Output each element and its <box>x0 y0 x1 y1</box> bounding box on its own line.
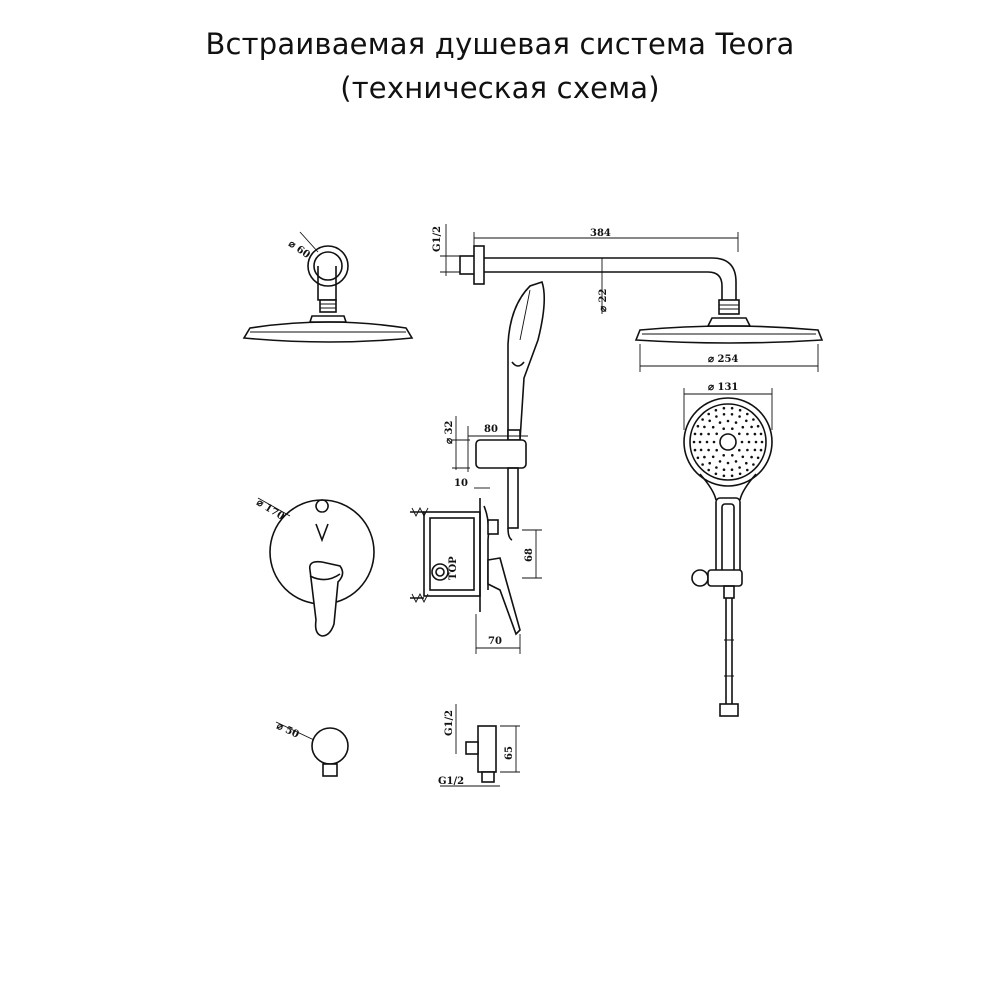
nozzle-dot <box>700 433 703 436</box>
nozzle-dot <box>727 462 730 465</box>
nozzle-dot <box>699 441 702 444</box>
nozzle-dot <box>701 418 704 421</box>
nozzle-dot <box>713 441 716 444</box>
plate-diameter-label: ⌀ 170 <box>254 497 287 523</box>
mixer-body-side <box>410 478 542 654</box>
nozzle-dot <box>708 420 711 423</box>
nozzle-dot <box>712 426 715 429</box>
nozzle-dot <box>700 449 703 452</box>
nozzle-dot <box>739 409 742 412</box>
box-orientation-label: TOP <box>448 556 459 580</box>
nozzle-dot <box>727 420 730 423</box>
nozzle-dot <box>750 426 753 429</box>
wall-outlet-side <box>438 704 520 787</box>
nozzle-dot <box>746 433 749 436</box>
diagram-title: Встраиваемая душевая система Teora <box>205 27 795 61</box>
outlet-diameter-label: ⌀ 50 <box>274 720 301 741</box>
head-side-diameter-label: ⌀ 60 <box>286 238 312 261</box>
nozzle-dot <box>707 449 710 452</box>
nozzle-dot <box>745 420 748 423</box>
nozzle-dot <box>745 462 748 465</box>
nozzle-dot <box>701 463 704 466</box>
nozzle-dot <box>722 427 725 430</box>
wall-outlet-front <box>275 721 348 776</box>
nozzle-dot <box>703 426 706 429</box>
nozzle-dot <box>748 441 751 444</box>
shower-arm-assembly <box>432 224 822 372</box>
nozzle-dot <box>694 433 697 436</box>
holder-offset-label: 80 <box>484 424 498 435</box>
nozzle-dot <box>712 456 715 459</box>
plate-depth-label: 10 <box>454 478 468 489</box>
nozzle-dot <box>723 413 726 416</box>
arm-thread-label: G1/2 <box>432 225 443 252</box>
nozzle-dot <box>715 433 718 436</box>
nozzle-dot <box>738 433 741 436</box>
nozzle-dot <box>707 469 710 472</box>
nozzle-dot <box>703 456 706 459</box>
mixer-cover-plate-front <box>254 497 374 636</box>
nozzle-dot <box>694 449 697 452</box>
hand-shower-front-view <box>684 382 772 716</box>
hand-diameter-label: ⌀ 131 <box>708 382 739 393</box>
nozzle-dot <box>735 421 738 424</box>
nozzle-dot <box>735 460 738 463</box>
nozzle-dot <box>731 427 734 430</box>
nozzle-dot <box>723 407 726 410</box>
nozzle-dot <box>719 460 722 463</box>
nozzle-dot <box>693 441 696 444</box>
nozzle-dot <box>760 449 763 452</box>
nozzle-dot <box>755 441 758 444</box>
outlet-thread-top-label: G1/2 <box>444 709 455 736</box>
nozzle-dot <box>731 475 734 478</box>
nozzle-dot <box>739 473 742 476</box>
nozzle-dot <box>754 449 757 452</box>
diagram-subtitle: (техническая схема) <box>340 71 660 105</box>
nozzle-dot <box>722 454 725 457</box>
nozzle-dot <box>715 449 718 452</box>
holder-diameter-label: ⌀ 32 <box>444 420 455 444</box>
outlet-height-label: 65 <box>504 746 515 760</box>
nozzle-dot <box>757 425 760 428</box>
hand-shower-side-view <box>444 282 544 540</box>
lever-height-label: 68 <box>524 548 535 562</box>
nozzle-dot <box>719 421 722 424</box>
nozzle-dot <box>754 433 757 436</box>
nozzle-dot <box>731 468 734 471</box>
nozzle-dot <box>731 407 734 410</box>
nozzle-dot <box>741 441 744 444</box>
head-diameter-label: ⌀ 254 <box>708 354 739 365</box>
nozzle-dot <box>746 413 749 416</box>
nozzle-dot <box>760 433 763 436</box>
nozzle-dot <box>715 473 718 476</box>
nozzle-dot <box>715 409 718 412</box>
nozzle-dot <box>697 457 700 460</box>
nozzle-dot <box>731 413 734 416</box>
nozzle-dot <box>752 463 755 466</box>
mixer-depth-label: 70 <box>488 636 502 647</box>
nozzle-dot <box>715 466 718 469</box>
nozzle-dot <box>738 415 741 418</box>
nozzle-dot <box>752 418 755 421</box>
arm-diameter-label: ⌀ 22 <box>598 288 609 312</box>
nozzle-dot <box>746 449 749 452</box>
overhead-shower-side-view <box>244 232 412 342</box>
nozzle-dot <box>761 441 764 444</box>
nozzle-dot <box>723 475 726 478</box>
nozzle-dot <box>750 456 753 459</box>
nozzle-dot <box>738 466 741 469</box>
nozzle-dot <box>707 413 710 416</box>
outlet-thread-bottom-label: G1/2 <box>438 776 465 787</box>
nozzle-dot <box>706 441 709 444</box>
nozzle-dot <box>708 462 711 465</box>
nozzle-dot <box>742 456 745 459</box>
nozzle-dot <box>715 415 718 418</box>
arm-length-label: 384 <box>590 228 611 239</box>
nozzle-dot <box>707 433 710 436</box>
nozzle-dot <box>723 468 726 471</box>
nozzle-dot <box>742 426 745 429</box>
nozzle-dot <box>738 449 741 452</box>
nozzle-dot <box>731 454 734 457</box>
nozzle-dot <box>746 469 749 472</box>
nozzle-dot <box>757 457 760 460</box>
nozzle-dot <box>697 425 700 428</box>
